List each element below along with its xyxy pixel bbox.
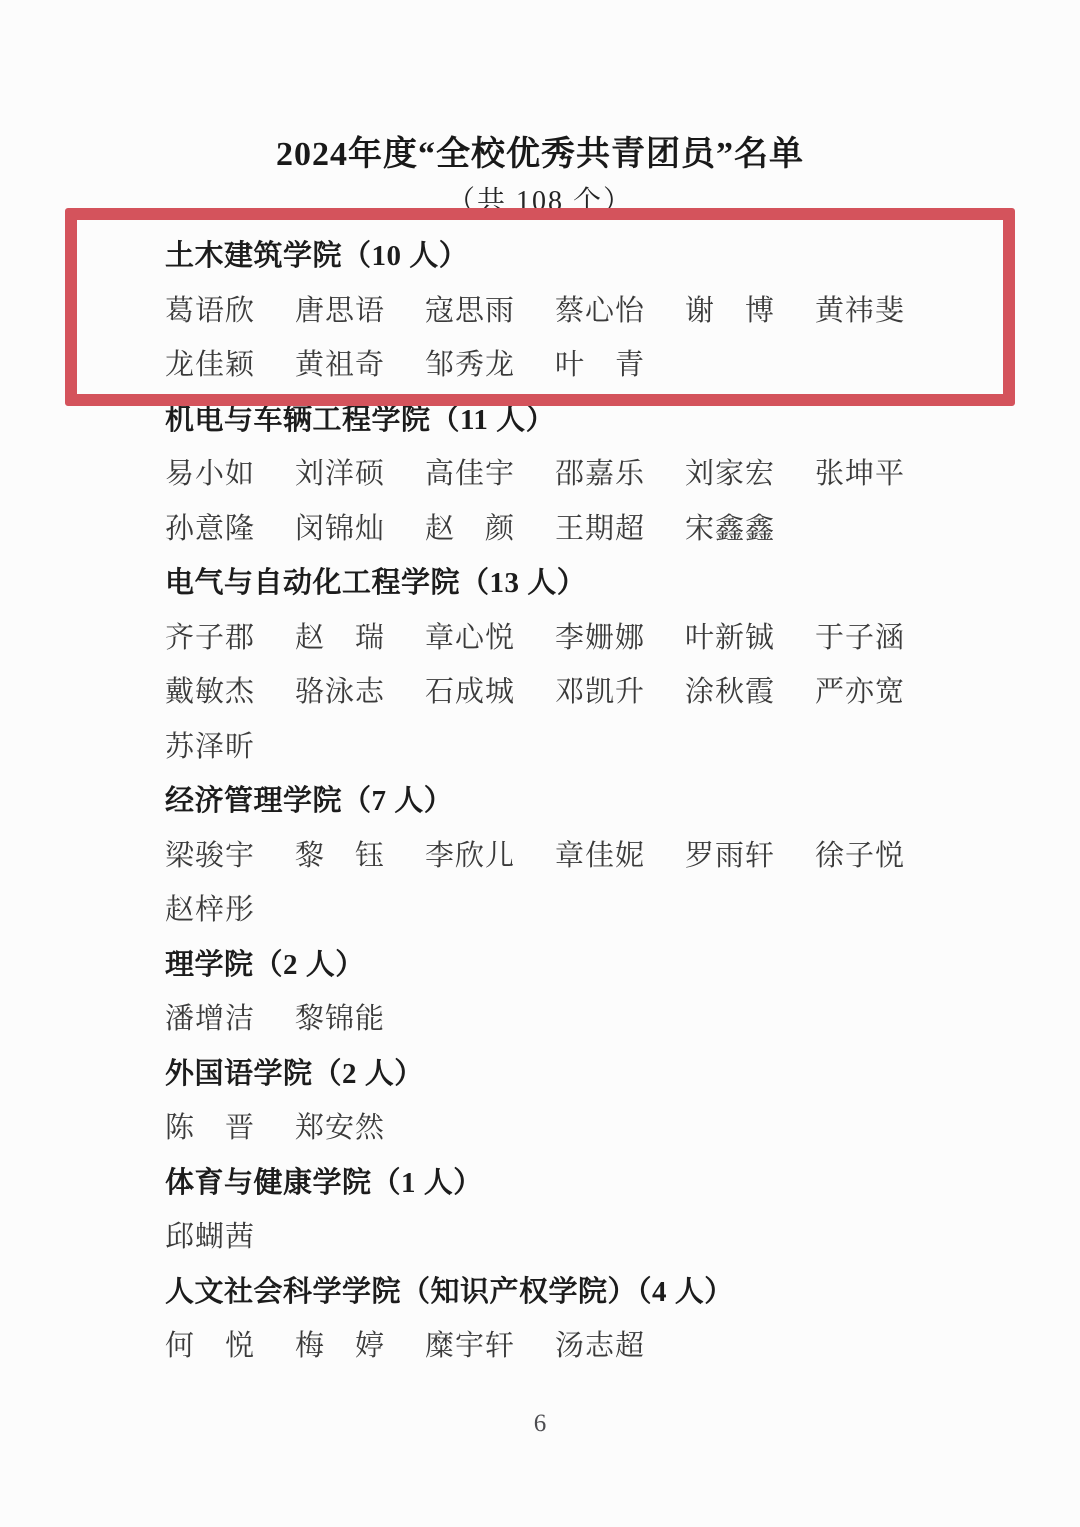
person-name: 易小如 xyxy=(165,458,256,490)
names-row xyxy=(165,338,1025,393)
person-name: 黄祖奇 xyxy=(295,349,386,381)
document-title: 2024年度“全校优秀共青团员”名单 xyxy=(276,136,804,173)
person-name: 何 悦 xyxy=(165,1330,256,1362)
person-name: 骆泳志 xyxy=(295,676,386,708)
document-subtitle: （共 108 个） xyxy=(446,186,633,217)
person-name: 梅 婷 xyxy=(295,1330,386,1362)
person-name: 黎锦能 xyxy=(295,1003,386,1035)
person-name: 苏泽昕 xyxy=(165,730,256,763)
names-row xyxy=(165,1319,1025,1374)
person-name: 梁骏宇 xyxy=(165,839,256,872)
person-name: 刘洋硕 xyxy=(295,458,386,490)
person-name: 黄祎斐 xyxy=(815,294,906,327)
person-name: 唐思语 xyxy=(295,294,386,327)
section-heading: 机电与车辆工程学院（11 人） xyxy=(165,403,556,436)
person-name: 陈 晋 xyxy=(165,1112,256,1144)
names-row xyxy=(165,720,1025,775)
person-name: 叶 青 xyxy=(555,349,646,381)
person-name: 石成城 xyxy=(425,676,516,708)
person-name: 黎 钰 xyxy=(295,839,386,872)
names-row xyxy=(165,447,1025,502)
section-heading: 经济管理学院（7 人） xyxy=(165,785,454,817)
person-name: 叶新铖 xyxy=(685,621,776,654)
person-name: 章心悦 xyxy=(425,621,516,654)
person-name: 汤志超 xyxy=(555,1330,646,1362)
person-name: 谢 博 xyxy=(685,294,776,327)
person-name: 邵嘉乐 xyxy=(555,458,646,490)
person-name: 徐子悦 xyxy=(815,839,906,872)
person-name: 葛语欣 xyxy=(165,294,256,327)
person-name: 刘家宏 xyxy=(685,458,776,490)
names-row xyxy=(165,992,1025,1047)
person-name: 于子涵 xyxy=(815,621,906,654)
person-name: 潘增洁 xyxy=(165,1003,256,1035)
person-name: 邹秀龙 xyxy=(425,349,516,381)
person-name: 邓凯升 xyxy=(555,676,646,708)
names-row xyxy=(165,611,1025,666)
page-number: 6 xyxy=(533,1410,547,1437)
person-name: 闵锦灿 xyxy=(295,512,386,545)
person-name: 严亦宽 xyxy=(815,676,906,708)
person-name: 赵梓彤 xyxy=(165,894,256,926)
person-name: 高佳宇 xyxy=(425,458,516,490)
person-name: 李姗娜 xyxy=(555,621,646,654)
person-name: 章佳妮 xyxy=(555,839,646,872)
person-name: 赵 颜 xyxy=(425,512,516,545)
person-name: 戴敏杰 xyxy=(165,676,256,708)
person-name: 孙意隆 xyxy=(165,512,256,545)
person-name: 糜宇轩 xyxy=(425,1330,516,1362)
person-name: 涂秋霞 xyxy=(685,676,776,708)
section-heading: 土木建筑学院（10 人） xyxy=(165,240,469,272)
section-heading: 体育与健康学院（1 人） xyxy=(165,1166,483,1199)
person-name: 李欣儿 xyxy=(425,839,516,872)
person-name: 寇思雨 xyxy=(425,294,516,327)
section-heading: 外国语学院（2 人） xyxy=(165,1057,424,1090)
names-row xyxy=(165,1210,1025,1265)
sections-list xyxy=(165,229,1025,1374)
section-heading: 理学院（2 人） xyxy=(165,948,365,981)
person-name: 龙佳颖 xyxy=(165,349,256,381)
person-name: 王期超 xyxy=(555,512,646,545)
person-name: 蔡心怡 xyxy=(555,294,646,327)
person-name: 罗雨轩 xyxy=(685,839,776,872)
person-name: 张坤平 xyxy=(815,458,906,490)
section-heading: 电气与自动化工程学院（13 人） xyxy=(165,567,587,599)
names-row xyxy=(165,502,1025,557)
person-name: 宋鑫鑫 xyxy=(685,512,776,545)
person-name: 齐子郡 xyxy=(165,621,256,654)
section-heading: 人文社会科学学院（知识产权学院）（4 人） xyxy=(165,1275,734,1308)
names-row xyxy=(165,883,1025,938)
names-row xyxy=(165,284,1025,339)
names-row xyxy=(165,665,1025,720)
person-name: 邱蝴茜 xyxy=(165,1221,256,1253)
names-row xyxy=(165,829,1025,884)
person-name: 郑安然 xyxy=(295,1112,386,1144)
person-name: 赵 瑞 xyxy=(295,621,386,654)
names-row xyxy=(165,1101,1025,1156)
